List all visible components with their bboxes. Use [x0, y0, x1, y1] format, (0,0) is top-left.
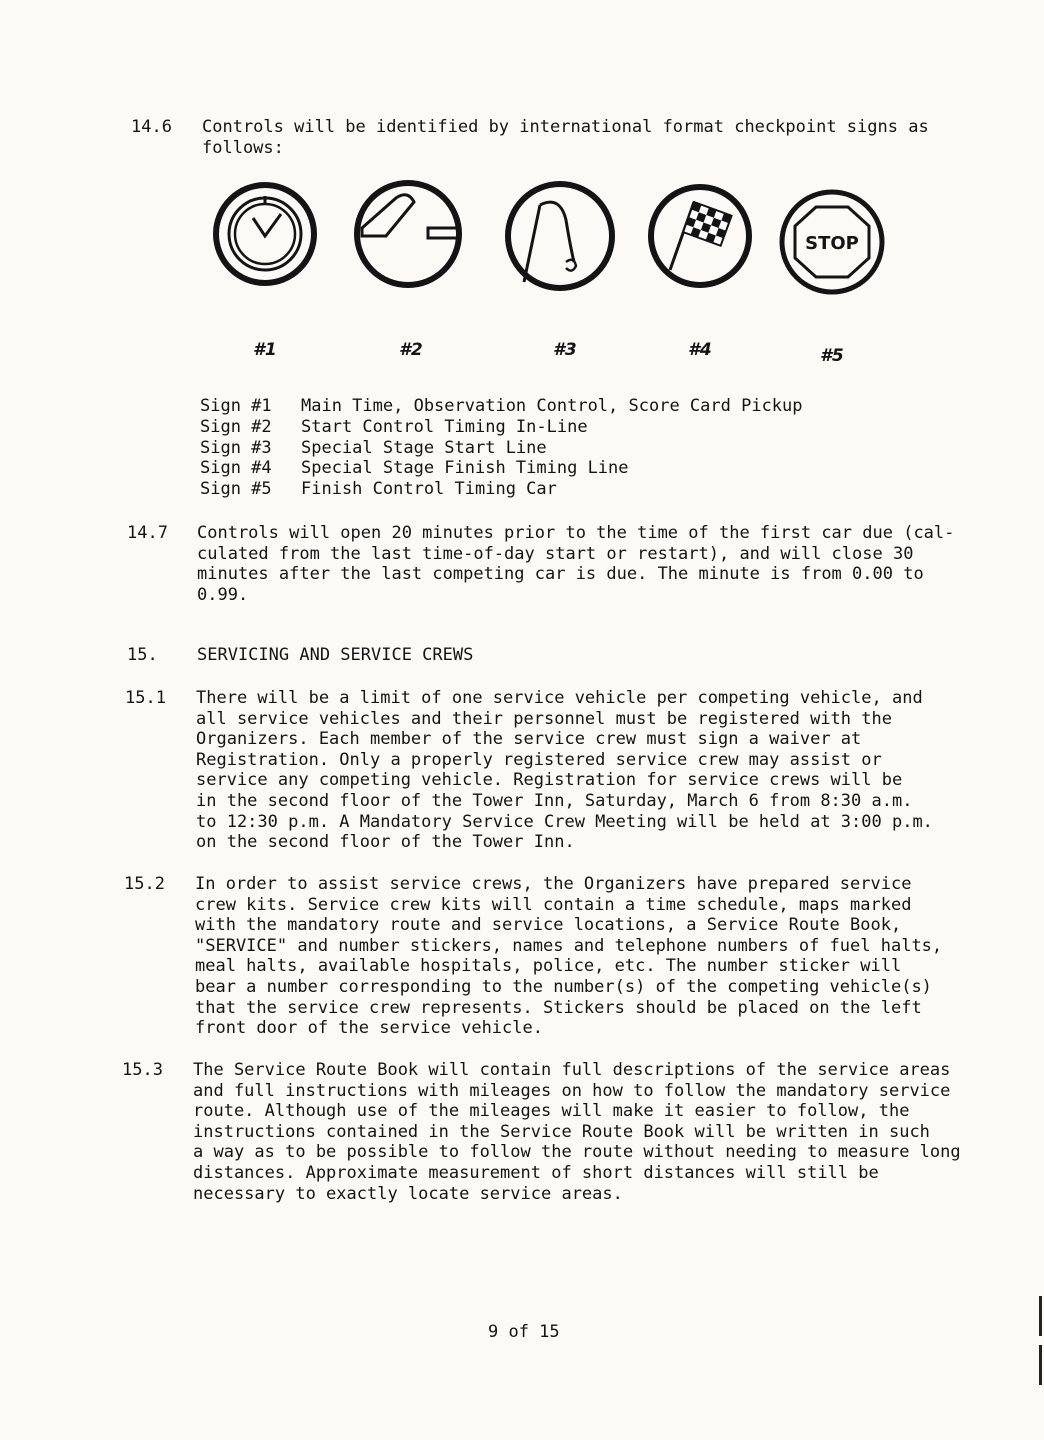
section-text-15-3: The Service Route Book will contain full descriptions of the service areas and full instructions with mileages on how to follow the mandatory service route. Although use of the mileages will make it easier to follow, the instructions contained in the Service Route Book will be written in such a way as to be possible to follow the route without needing to measure long distances. Approximate measurement of short distances will still be necessary to exactly locate service areas.: [193, 1060, 961, 1204]
legend-key: Sign #5: [200, 479, 272, 500]
checkpoint-signs: [0, 0, 1044, 330]
clock-icon: [216, 185, 314, 283]
legend-key: Sign #3: [200, 437, 272, 458]
legend-value: Special Stage Finish Timing Line: [301, 458, 629, 479]
legend-key: Sign #4: [200, 458, 272, 479]
section-text-15-1: There will be a limit of one service vehicle per competing vehicle, and all service vehicles and their personnel must be registered with the Organizers. Each member of the service crew must sign a waiver at Registration. Only a properly registered service crew may assist or service any competing vehicle. Registration for service crews will be in the second floor of the Tower Inn, Saturday, March 6 from 8:30 a.m. to 12:30 p.m. A Mandatory Service Crew Meeting will be held at 3:00 p.m. on the second floor of the Tower Inn.: [196, 688, 933, 853]
legend-row: [200, 438, 803, 459]
sign-label-1: #1: [253, 340, 277, 360]
page-number: 9 of 15: [488, 1322, 560, 1342]
checkered-flag-icon: [651, 187, 749, 285]
section-text-15-2: In order to assist service crews, the Organizers have prepared service crew kits. Service crew kits will contain a time schedule, maps marked with the mandatory route and service locations, a Service Route Book, "SERVICE" and number stickers, names and telephone numbers of fuel halts, meal halts, available hospitals, police, etc. The number sticker will bear a number corresponding to the number(s) of the competing vehicle(s) that the service crew represents. Stickers should be placed on the left front door of the service vehicle.: [195, 874, 943, 1039]
section-number-15-1: 15.1: [125, 688, 166, 708]
section-heading-15: SERVICING AND SERVICE CREWS: [197, 645, 474, 665]
legend-row: [200, 396, 803, 417]
sign-label-2: #2: [399, 340, 423, 360]
legend-key: Sign #2: [200, 416, 272, 437]
sign-label-3: #3: [553, 340, 577, 360]
flag-pole-icon: [508, 184, 612, 288]
sign-label-5: #5: [820, 346, 844, 366]
legend-row: [200, 417, 803, 438]
legend-row: [200, 479, 803, 500]
legend-value: Start Control Timing In-Line: [301, 416, 588, 437]
legend-value: Finish Control Timing Car: [301, 479, 557, 500]
section-number-15: 15.: [127, 645, 158, 665]
section-number-15-2: 15.2: [124, 874, 165, 894]
section-text-14-6: Controls will be identified by international format checkpoint signs as follows:: [202, 117, 929, 158]
stop-sign-icon: [782, 192, 882, 292]
section-number-14-7: 14.7: [127, 523, 168, 543]
sign-legend: [200, 396, 803, 500]
sign-label-4: #4: [688, 340, 712, 360]
legend-row: [200, 458, 803, 479]
section-number-14-6: 14.6: [131, 117, 172, 137]
stop-sign-text: STOP: [805, 233, 859, 254]
section-number-15-3: 15.3: [122, 1060, 163, 1080]
scan-edge-mark: [1039, 1345, 1042, 1385]
scan-edge-mark: [1039, 1296, 1042, 1336]
section-text-14-7: Controls will open 20 minutes prior to the time of the first car due (cal- culated from the last time-of-day start or restart), and will close 30 minutes after the last competing car is due. The minute is from 0.00 to 0.99.: [197, 523, 955, 605]
start-line-icon: [357, 183, 459, 285]
legend-key: Sign #1: [200, 396, 272, 416]
legend-value: Special Stage Start Line: [301, 437, 547, 458]
legend-value: Main Time, Observation Control, Score Card Pickup: [301, 396, 803, 416]
